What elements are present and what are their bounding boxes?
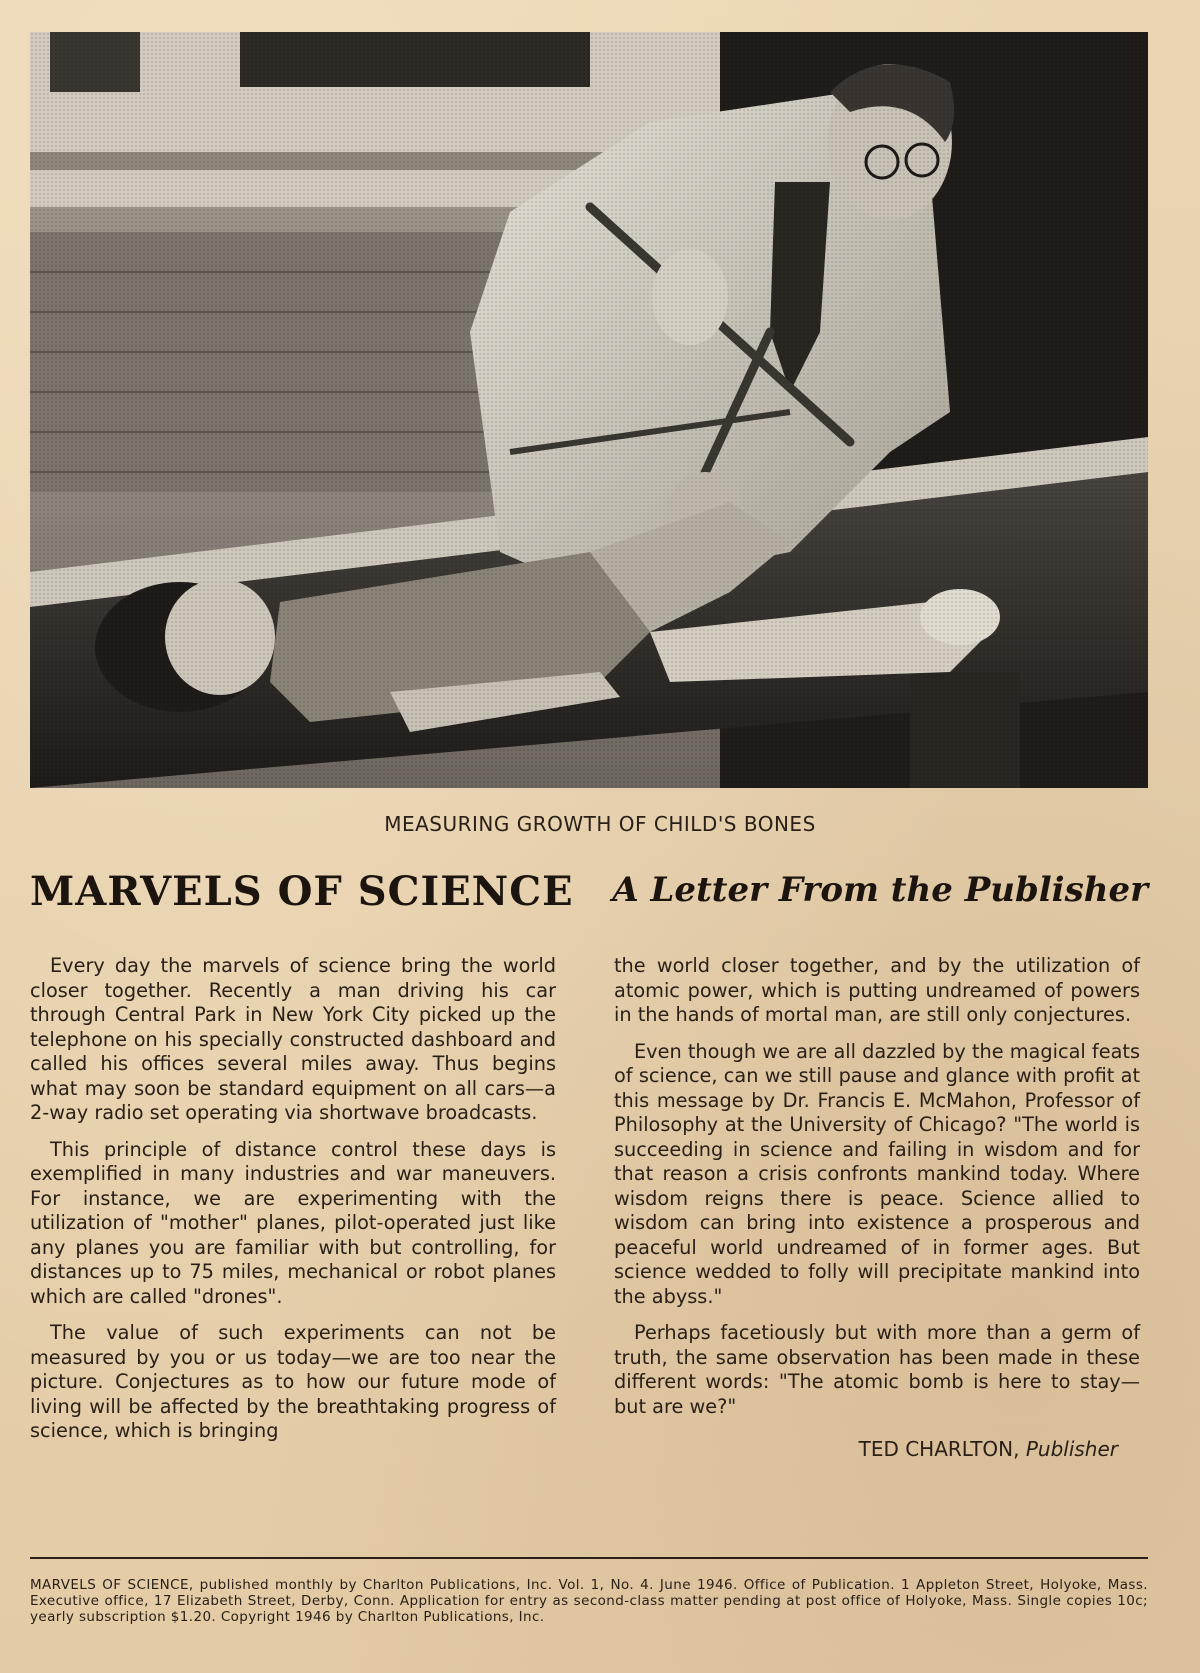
article-column-right: [614, 954, 1140, 1462]
letter-heading: A Letter From the Publisher: [612, 870, 1148, 910]
paragraph: This principle of distance control these days is exemplified in many industries and war maneuvers. For instance, we are experimenting with the utilization of "mother" planes, pilot-operated just like any planes you are familiar with but controlling, for distances up to 75 miles, mechanical or robot planes which are called "drones".: [30, 1137, 556, 1308]
magazine-title: MARVELS OF SCIENCE: [30, 868, 574, 915]
footer-divider: [30, 1557, 1148, 1559]
article-column-left: [30, 954, 556, 1456]
photo-caption: MEASURING GROWTH OF CHILD'S BONES: [384, 812, 816, 836]
publisher-name: TED CHARLTON,: [858, 1437, 1020, 1461]
publisher-signature: [614, 1437, 1140, 1462]
halftone-photograph: [30, 32, 1148, 788]
paragraph: Even though we are all dazzled by the magical feats of science, can we still pause and glance with profit at this message by Dr. Francis E. McMahon, Professor of Philosophy at the University of Chicago? "The world is succeeding in science and failing in wisdom and for that reason a crisis confronts mankind today. Where wisdom reigns there is peace. Science allied to wisdom can bring into existence a prosperous and peaceful world undreamed of in former ages. But science wedded to folly will precipitate mankind into the abyss.": [614, 1039, 1140, 1308]
photo-doctor-measuring-child: [30, 32, 1148, 788]
paragraph: The value of such experiments can not be measured by you or us today—we are too near the picture. Conjectures as to how our future mode of living will be affected by the breathtaking progress of science, which is bringing: [30, 1321, 556, 1442]
paragraph: Every day the marvels of science bring the world closer together. Recently a man driving his car through Central Park in New York City picked up the telephone on his specially constructed dashboard and called his offices several miles away. Thus begins what may soon be standard equipment on all cars—a 2-way radio set operating via shortwave broadcasts.: [30, 954, 556, 1124]
publication-notice: MARVELS OF SCIENCE, published monthly by Charlton Publications, Inc. Vol. 1, No. 4. June 1946. Office of Publication. 1 Appleton Street, Holyoke, Mass. Executive office, 17 Elizabeth Street, Derby, Conn. Application for entry as second-class matter pending at post office of Holyoke, Mass. Single copies 10c; yearly subscription $1.20. Copyright 1946 by Charlton Publications, Inc.: [30, 1577, 1148, 1625]
paragraph: Perhaps facetiously but with more than a germ of truth, the same observation has been made in these different words: "The atomic bomb is here to stay—but are we?": [614, 1321, 1140, 1418]
publisher-role: Publisher: [1025, 1437, 1118, 1461]
masthead: [30, 868, 1148, 928]
paragraph: the world closer together, and by the utilization of atomic power, which is putting undreamed of powers in the hands of mortal man, are still only conjectures.: [614, 954, 1140, 1026]
